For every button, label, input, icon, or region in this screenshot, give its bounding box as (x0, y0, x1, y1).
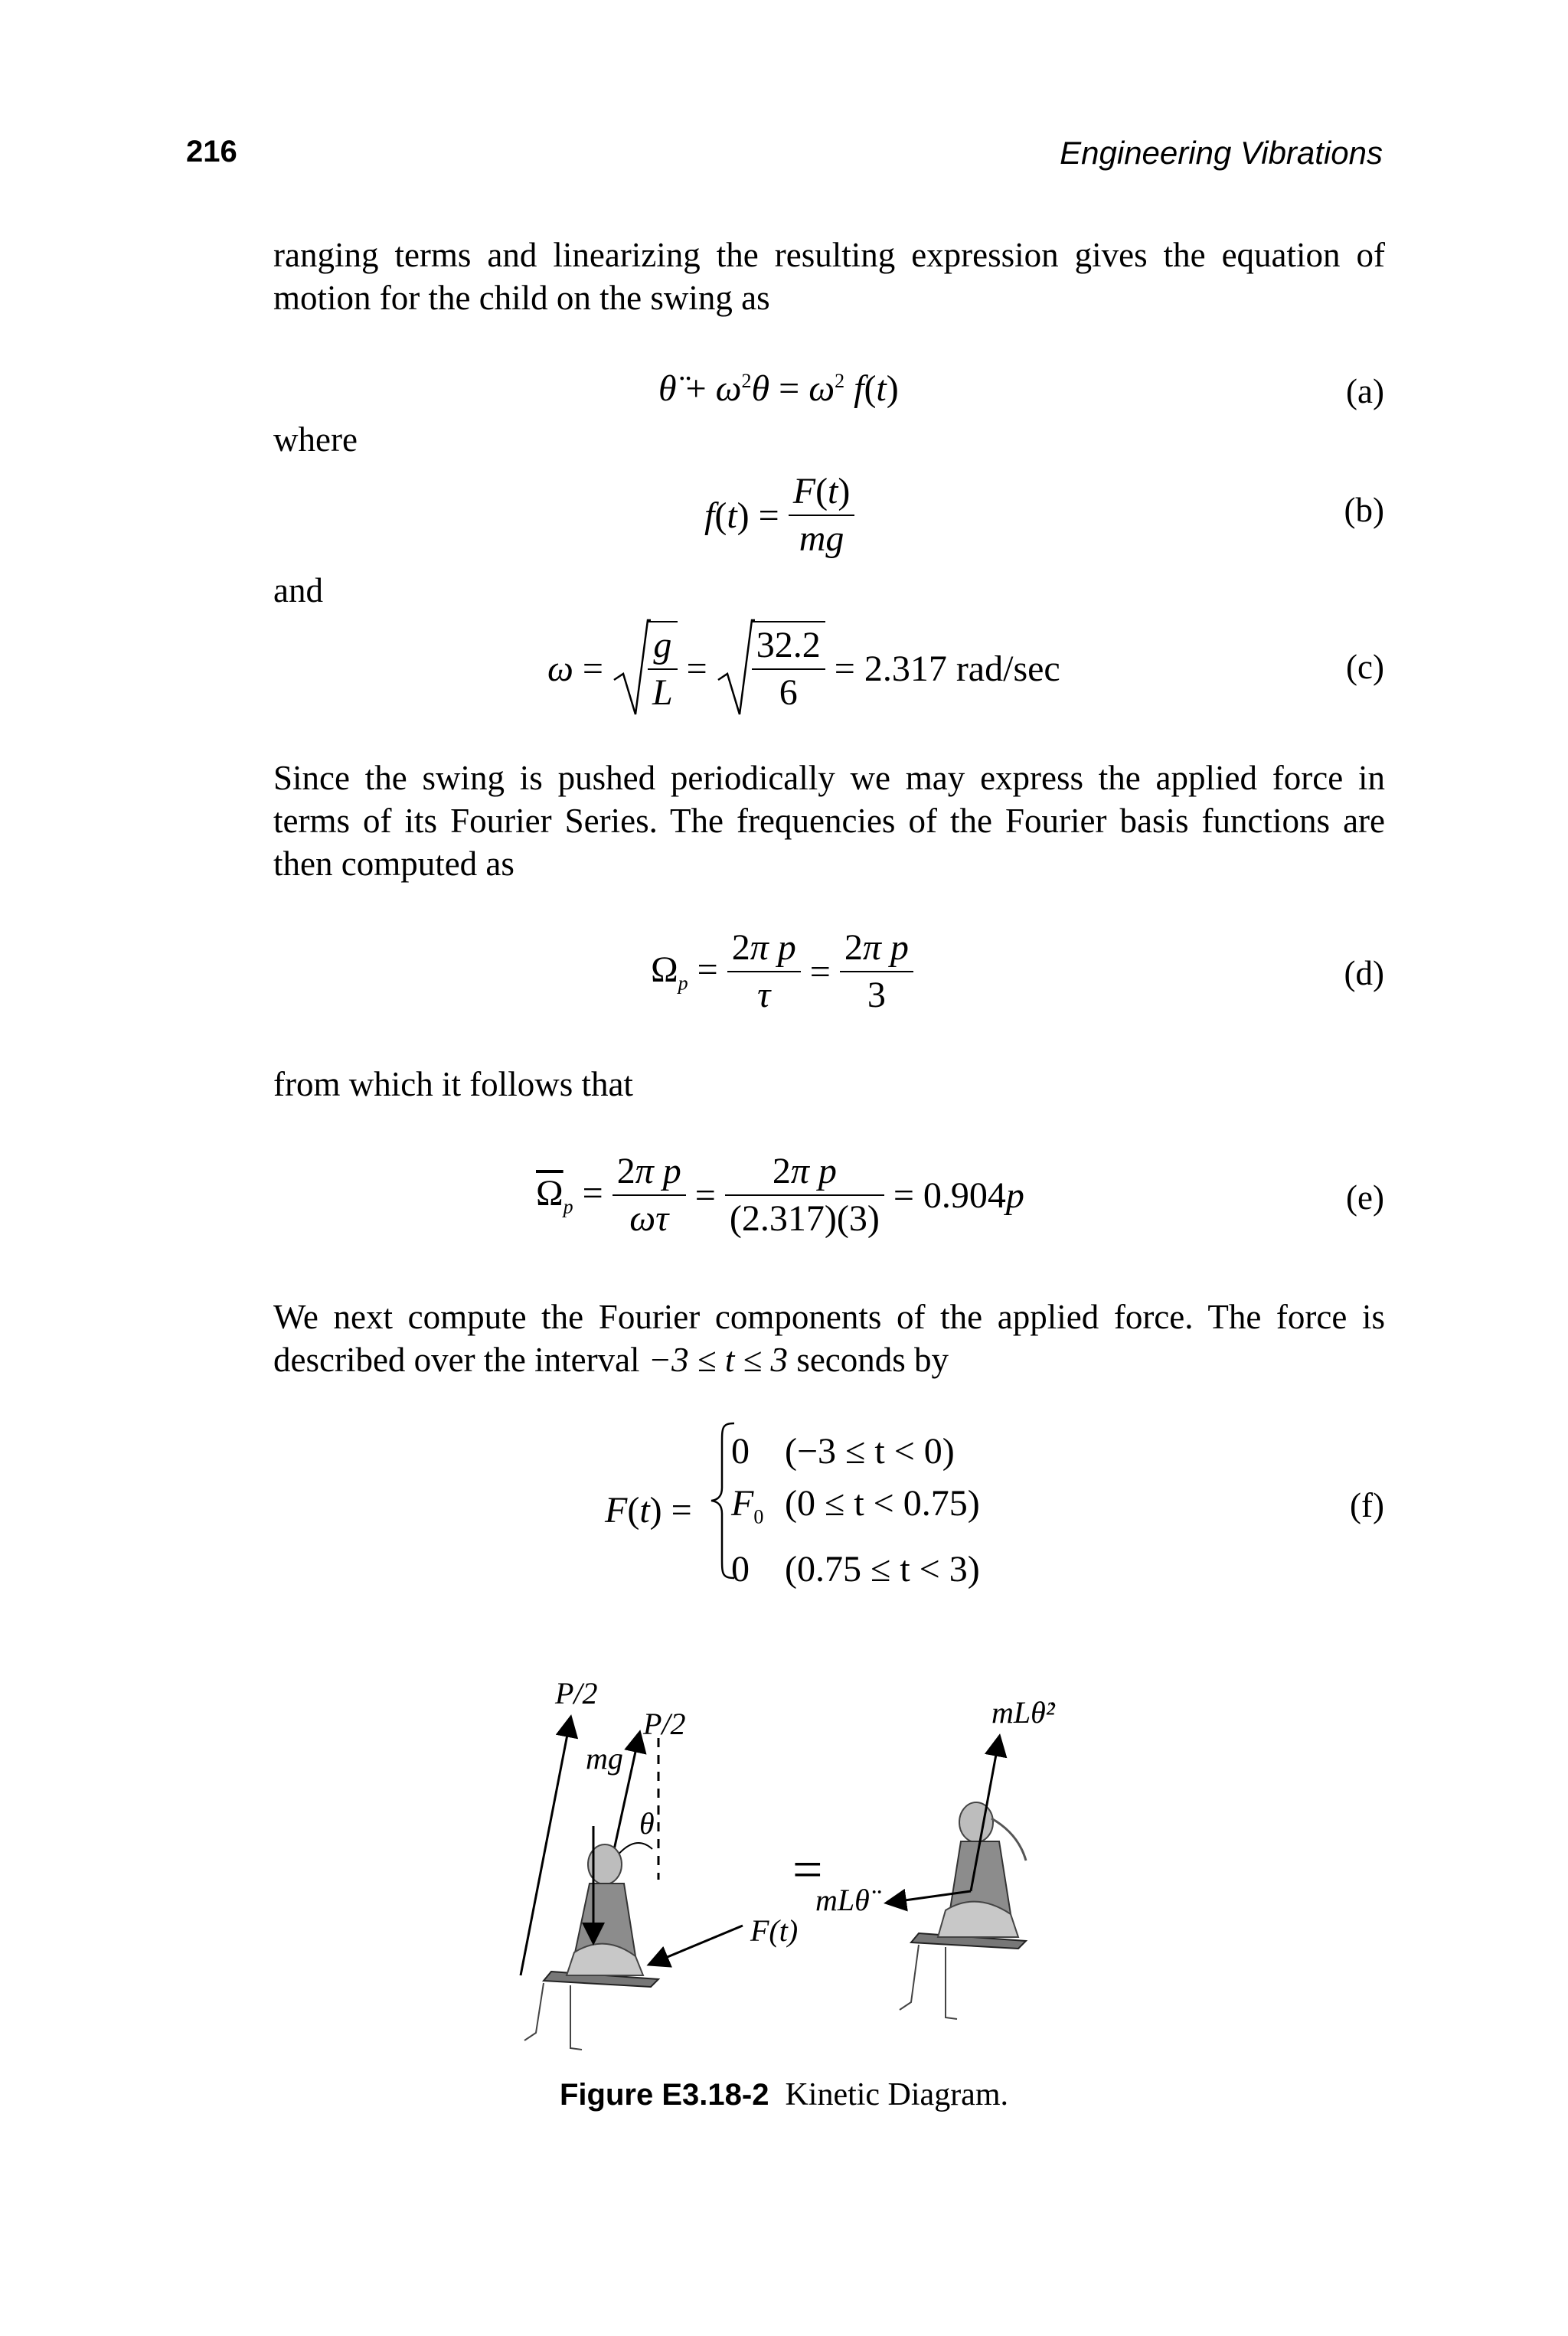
caption-label: Figure E3.18-2 (560, 2078, 769, 2112)
label-force: F(t) (750, 1913, 799, 1948)
child-kinetic-icon (888, 1738, 1026, 2019)
label-where: where (273, 420, 358, 459)
paragraph-force: We next compute the Fourier components of the applied force. The force is described over the interval −3 ≤ t ≤ 3 seconds by (273, 1298, 1385, 1379)
sqrt-icon (717, 619, 755, 718)
running-title: Engineering Vibrations (1060, 135, 1383, 171)
case-row: 0 (0.75 ≤ t < 3) (731, 1548, 980, 1589)
label-theta: θ (639, 1806, 655, 1841)
equation-d-tag: (d) (1344, 954, 1384, 992)
kinetic-diagram (490, 1681, 1102, 2063)
equation-e: $\overline{\Omega}_p$ = $\frac{\text{2π p}}{\omega\tau}$ = $\frac{\text{2π p}}{(2.317)(3)}$ = 0.904p (536, 1148, 1024, 1242)
label-m-l-thetadot-squared: mLθ̇² (991, 1695, 1055, 1730)
label-m-l-thetaddot: mLθ̈ (815, 1883, 870, 1917)
child-free-body-icon (521, 1719, 743, 2050)
label-p-half-right: P/2 (643, 1707, 686, 1741)
paragraph-intro: ranging terms and linearizing the resulting expression gives the equation of motion for the child on the swing as (273, 236, 1385, 317)
page-number: 216 (186, 135, 237, 168)
paragraph-fourier: Since the swing is pushed periodically we may express the applied force in terms of its Fourier Series. The frequencies of the Fourier basis functions are then computed as (273, 759, 1385, 883)
equation-b-tag: (b) (1344, 491, 1384, 529)
caption-text: Kinetic Diagram. (785, 2077, 1008, 2112)
equation-a-tag: (a) (1346, 372, 1384, 410)
sqrt-icon (612, 619, 651, 718)
figure-caption (0, 2076, 1568, 2113)
equation-d: $\Omega_p$ = $\frac{\text{2π p}}{\tau}$ = $\frac{\text{2π p}}{3}$ (651, 925, 913, 1018)
label-equals: = (792, 1841, 823, 1900)
equation-f-cases (731, 1426, 980, 1596)
equation-a: θ̈ + $\omega^2\theta = \omega^2$ f(t) (658, 368, 899, 409)
equation-b: f(t) = $\frac{F(t)}{mg}$ (704, 469, 854, 562)
label-mg: mg (586, 1741, 623, 1776)
equation-e-tag: (e) (1346, 1178, 1384, 1217)
label-from-which: from which it follows that (273, 1065, 633, 1103)
equation-f-lhs: F(t) = (605, 1490, 692, 1531)
label-and: and (273, 571, 323, 609)
equation-c-tag: (c) (1346, 648, 1384, 686)
case-row: 0 (−3 ≤ t < 0) (731, 1431, 955, 1472)
case-row: $F_0$ (0 ≤ t < 0.75) (731, 1483, 980, 1528)
label-p-half-left: P/2 (555, 1681, 598, 1710)
equation-c: ω = $\frac{g}{L}$ = $\frac{32.2}{6}$ = 2.317 rad/sec (547, 619, 1060, 718)
equation-f-tag: (f) (1350, 1486, 1384, 1524)
